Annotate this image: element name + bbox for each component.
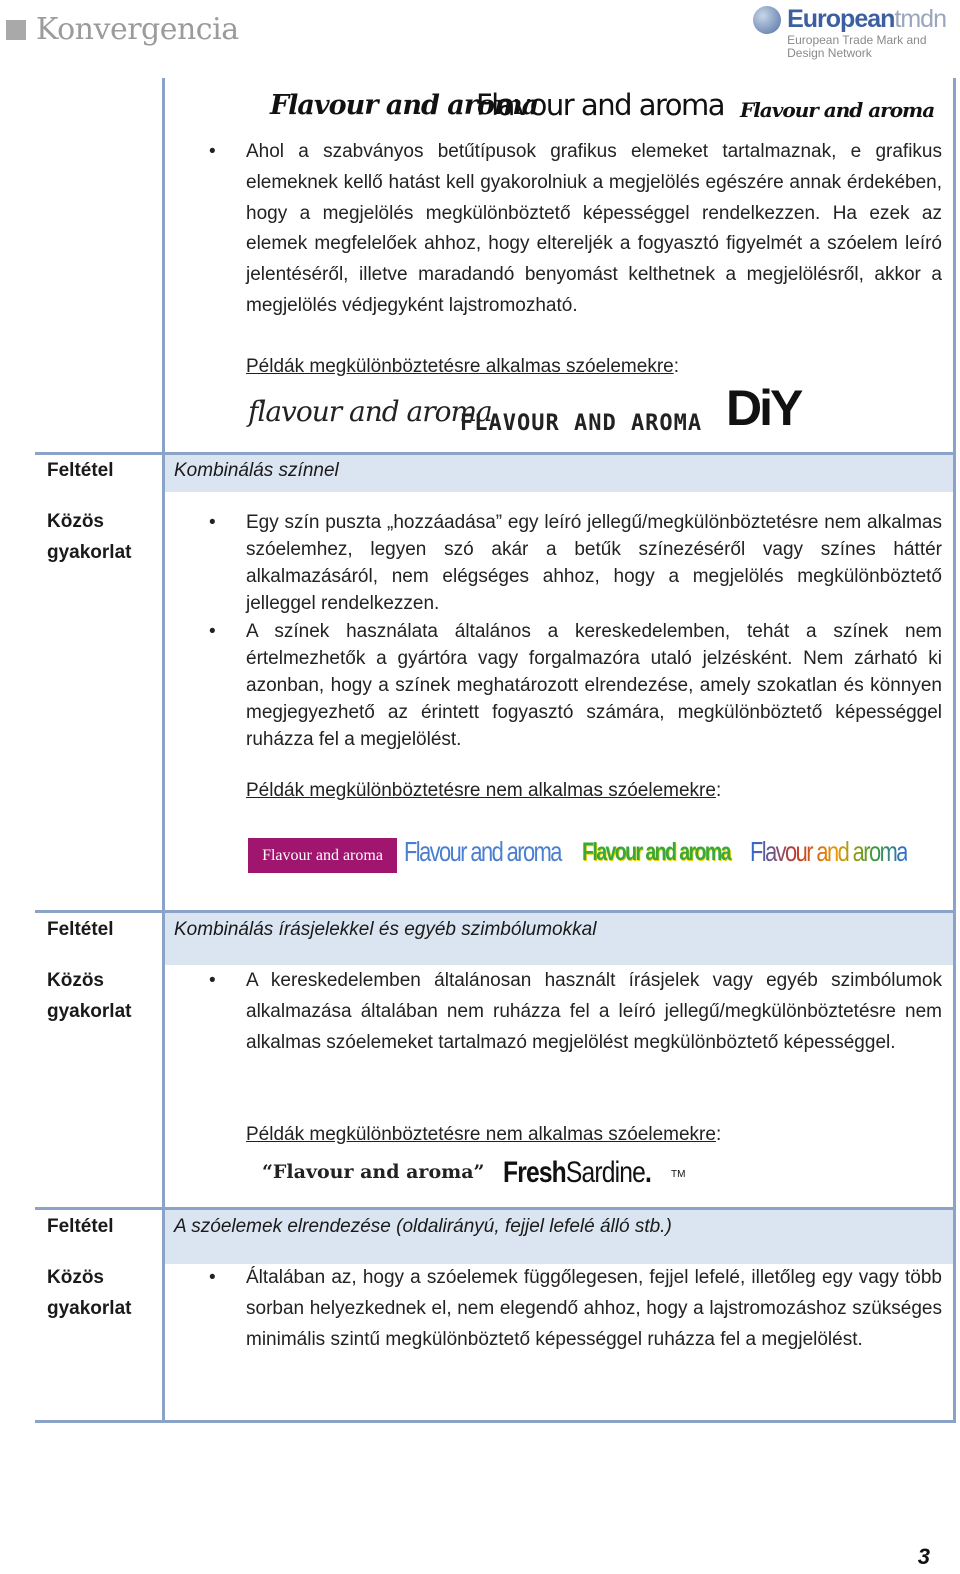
logo-diy: DiY (726, 380, 801, 436)
list-item: • Ahol a szabványos betűtípusok grafikus elemeket tartalmaznak, e grafikus elemeknek kellő hatást kell gyakorolniuk a megjelölés egészére annak érdekében, hogy a megjelölés megkülönböztető képességgel rendelkezzen. Ha ezek az elemek megfelelőek ahhoz, hogy eltereljék a fogyasztó figyelmét a szóelem leíró jelentéséről, illetve maradandó benyomást kelthetnek a megjelölésről, akkor a megjelölés védjegyként lajstromozható. (246, 137, 942, 322)
brand-subtitle-2: Design Network (787, 46, 872, 60)
label-condition-4: Feltétel (47, 1216, 114, 1237)
label-practice-3a: Közös (47, 970, 104, 991)
condition-text-4: A szóelemek elrendezése (oldalirányú, fejjel lefelé álló stb.) (174, 1216, 672, 1237)
logo-multicolor-text: Flavour and aroma (750, 836, 907, 867)
section4-bullets (246, 1263, 942, 1355)
logo-quoted-text: “Flavour and aroma” (262, 1161, 485, 1183)
section3-examples-label: Példák megkülönböztetésre nem alkalmas szóelemekre: (246, 1124, 722, 1145)
logo-color-box: Flavour and aroma (248, 838, 397, 873)
table-border-right (953, 78, 956, 1423)
label-condition-2: Feltétel (47, 460, 114, 481)
label-practice-3b: gyakorlat (47, 1001, 132, 1022)
header-title: Konvergencia (36, 12, 239, 47)
section2-bullets (246, 509, 942, 753)
row-rule-4 (35, 1207, 956, 1210)
trademark-symbol: TM (671, 1169, 686, 1180)
logo-green-text: Flavour and aroma (582, 838, 730, 866)
condition-text-3: Kombinálás írásjelekkel és egyéb szimbólumokkal (174, 919, 597, 940)
label-practice-2a: Közös (47, 511, 104, 532)
logo-script-2: Flavour and aroma (740, 98, 935, 122)
page-number: 3 (917, 1544, 930, 1569)
globe-icon (753, 6, 781, 34)
list-item: • A színek használata általános a kereskedelemben, tehát a színek nem értelmezhetők a gyártóra vagy forgalmazóra utaló jelzésként. Nem zárható ki azonban, hogy a színek meghatározott elrendezése, amely szokatlan és könnyen megjegyezhető az érintett fogyasztó számára, megkülönböztető képességgel ruházza fel a megjelölést. (246, 618, 942, 753)
row-rule-2 (35, 452, 956, 455)
logo-script-1: Flavour and aroma (270, 90, 539, 121)
label-practice-4b: gyakorlat (47, 1298, 132, 1319)
logo-handwritten: Flavour and aroma (476, 88, 725, 122)
logo-stencil: FLAVOUR AND AROMA (460, 411, 703, 436)
logo-blue-text: Flavour and aroma (404, 836, 561, 867)
logo-signature: flavour and aroma (248, 395, 492, 428)
list-item: • Egy szín puszta „hozzáadása” egy leíró jellegű/megkülönböztetésre nem alkalmas szóelemhez, legyen szó akár a betűk színezéséről vagy színes háttér alkalmazásáról, nem elégséges ahhoz, hogy a megjelölés megkülönböztető jelleggel rendelkezzen. (246, 509, 942, 617)
row-rule-3 (35, 910, 956, 913)
section3-bullets (246, 966, 942, 1058)
table-bottom-rule (35, 1420, 956, 1423)
label-practice-4a: Közös (47, 1267, 104, 1288)
tmdn-logo (753, 4, 946, 60)
label-condition-3: Feltétel (47, 919, 114, 940)
logo-freshsardine: FreshSardine. (503, 1156, 651, 1189)
brand-subtitle-1: European Trade Mark and (787, 33, 927, 47)
running-header (6, 12, 239, 47)
section1-bullets (246, 137, 942, 322)
header-square-icon (6, 20, 26, 40)
brand-name: Europeantmdn (787, 5, 946, 33)
list-item: • A kereskedelemben általánosan használt írásjelek vagy egyéb szimbólumok alkalmazása általában nem ruházza fel a leíró jellegű/megkülönböztetésre nem alkalmas szóelemeket tartalmazó megjelölést megkülönböztető képességgel. (246, 966, 942, 1058)
list-item: • Általában az, hogy a szóelemek függőlegesen, fejjel lefelé, illetőleg egy vagy több sorban helyezkednek el, nem elegendő ahhoz, hogy a lajstromozáshoz szükséges minimális szintű megkülönböztető képességgel ruházza fel a megjelölést. (246, 1263, 942, 1355)
section1-examples-label: Példák megkülönböztetésre alkalmas szóelemekre: (246, 356, 679, 377)
label-practice-2b: gyakorlat (47, 542, 132, 563)
condition-text-2: Kombinálás színnel (174, 460, 339, 481)
section2-examples-label: Példák megkülönböztetésre nem alkalmas szóelemekre: (246, 780, 722, 801)
